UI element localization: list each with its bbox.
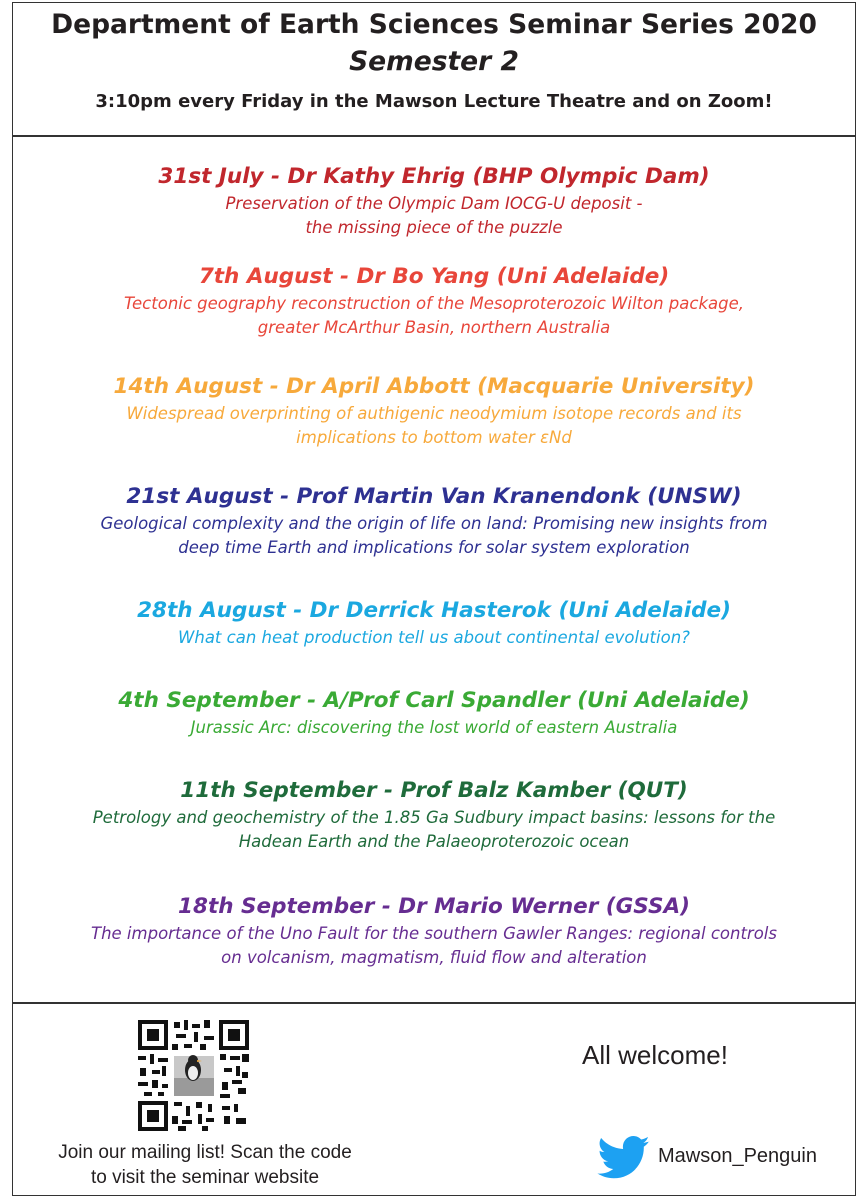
- talk-entry: [12, 892, 856, 970]
- talk-title-line: Tectonic geography reconstruction of the Mesoproterozoic Wilton package,: [123, 294, 744, 313]
- header-divider: [12, 135, 856, 137]
- welcome-text: All welcome!: [582, 1040, 728, 1070]
- talk-heading: 11th September - Prof Balz Kamber (QUT): [180, 778, 688, 803]
- talk-entry: [12, 686, 856, 740]
- qr-caption-line: Join our mailing list! Scan the code: [58, 1142, 352, 1163]
- talk-entry: [12, 262, 856, 340]
- talk-title-line: Geological complexity and the origin of life on land: Promising new insights from: [100, 514, 768, 533]
- talk-heading: 4th September - A/Prof Carl Spandler (Uni Adelaide): [118, 688, 750, 713]
- talk-title-line: greater McArthur Basin, northern Australia: [257, 318, 611, 337]
- talk-title-line: the missing piece of the puzzle: [305, 218, 563, 237]
- semester-subtitle: Semester 2: [349, 46, 519, 77]
- talk-title-line: implications to bottom water εNd: [296, 428, 572, 447]
- talk-heading: 28th August - Dr Derrick Hasterok (Uni Adelaide): [137, 598, 731, 623]
- talk-entry: [12, 596, 856, 650]
- qr-caption: [20, 1140, 390, 1190]
- talk-entry: [12, 776, 856, 854]
- talk-title-line: Jurassic Arc: discovering the lost world of eastern Australia: [190, 718, 678, 737]
- talk-title-line: What can heat production tell us about continental evolution?: [178, 628, 690, 647]
- qr-code[interactable]: [138, 1020, 249, 1131]
- talk-title-line: on volcanism, magmatism, fluid flow and alteration: [221, 948, 647, 967]
- series-title: Department of Earth Sciences Seminar Series 2020: [51, 9, 817, 40]
- talk-entry: [12, 372, 856, 450]
- footer-divider: [12, 1002, 856, 1004]
- talk-entry: [12, 482, 856, 560]
- qr-caption-line: to visit the seminar website: [90, 1167, 320, 1188]
- talk-title-line: The importance of the Uno Fault for the southern Gawler Ranges: regional controls: [91, 924, 777, 943]
- time-location: 3:10pm every Friday in the Mawson Lecture Theatre and on Zoom!: [95, 91, 773, 112]
- talk-title-line: Preservation of the Olympic Dam IOCG-U deposit -: [225, 194, 643, 213]
- talk-title-line: Widespread overprinting of authigenic neodymium isotope records and its: [126, 404, 742, 423]
- twitter-bird-icon[interactable]: [597, 1136, 651, 1180]
- talk-heading: 21st August - Prof Martin Van Kranendonk (UNSW): [126, 484, 742, 509]
- talk-heading: 14th August - Dr April Abbott (Macquarie University): [113, 374, 755, 399]
- talk-heading: 18th September - Dr Mario Werner (GSSA): [178, 894, 690, 919]
- talk-heading: 7th August - Dr Bo Yang (Uni Adelaide): [198, 264, 670, 289]
- talk-title-line: deep time Earth and implications for solar system exploration: [178, 538, 690, 557]
- twitter-handle[interactable]: Mawson_Penguin: [658, 1145, 817, 1167]
- talk-entry: [12, 162, 856, 240]
- talk-heading: 31st July - Dr Kathy Ehrig (BHP Olympic Dam): [158, 164, 710, 189]
- poster-header: [12, 4, 856, 114]
- talk-title-line: Hadean Earth and the Palaeoproterozoic ocean: [238, 832, 630, 851]
- talk-title-line: Petrology and geochemistry of the 1.85 Ga Sudbury impact basins: lessons for the: [92, 808, 776, 827]
